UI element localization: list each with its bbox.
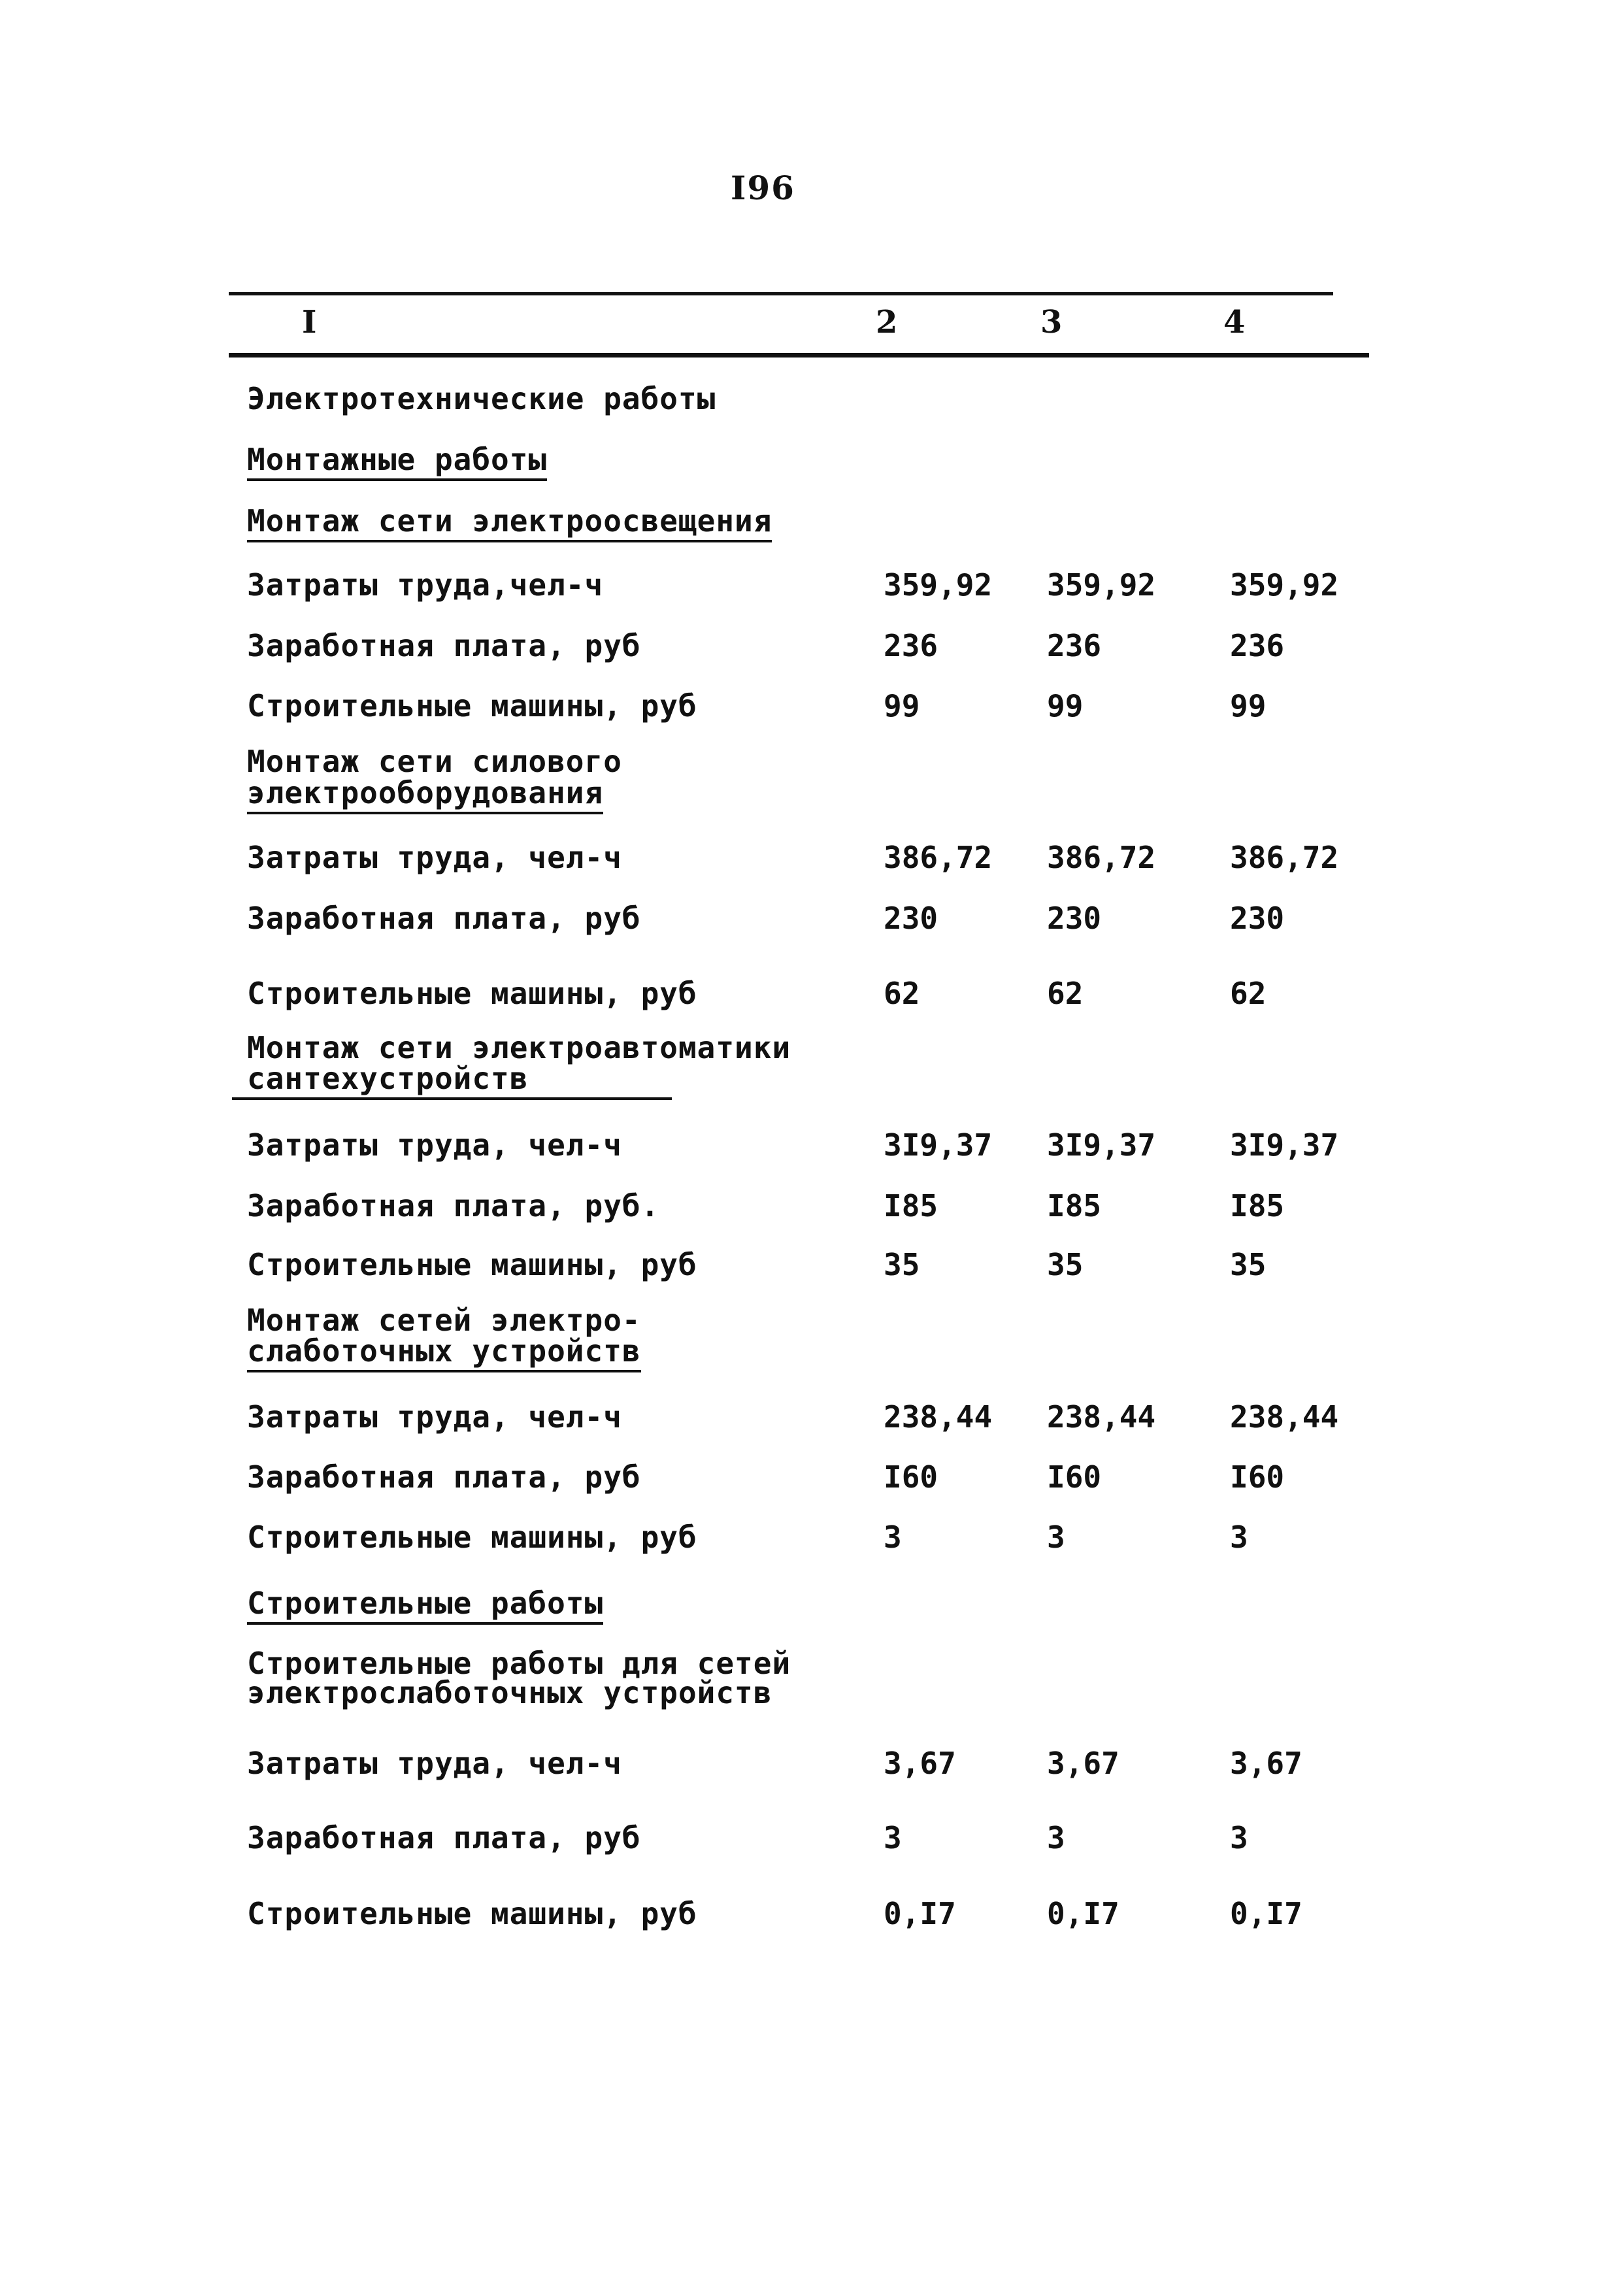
row-label: Затраты труда, чел-ч	[247, 840, 622, 875]
table-row	[0, 899, 1624, 938]
block-title-line2: слаботочных устройств	[247, 1335, 641, 1367]
page-number: I96	[731, 169, 795, 207]
table-row	[0, 565, 1624, 605]
table-row	[0, 1457, 1624, 1497]
block-title: Монтаж сетей электро-	[247, 1303, 641, 1338]
row-value: 3	[1230, 1820, 1248, 1855]
row-label: Строительные машины, руб	[247, 1896, 697, 1931]
row-value: 35	[884, 1247, 920, 1282]
column-header-3: 3	[1040, 304, 1063, 341]
row-value: I85	[884, 1188, 938, 1223]
table-row	[0, 626, 1624, 665]
row-value: 386,72	[1230, 840, 1339, 875]
table-row	[0, 1186, 1624, 1225]
row-value: 3	[1047, 1820, 1065, 1855]
row-value: 3,67	[1230, 1746, 1302, 1781]
row-value: 3,67	[884, 1746, 956, 1781]
block-title: Монтаж сети силового	[247, 744, 622, 779]
row-value: 236	[1230, 628, 1285, 663]
group-title-construction: Строительные работы	[247, 1587, 603, 1620]
row-label: Строительные машины, руб	[247, 1247, 697, 1282]
row-label: Строительные машины, руб	[247, 976, 697, 1011]
row-value: 3,67	[1047, 1746, 1119, 1781]
row-value: 3I9,37	[1230, 1127, 1339, 1163]
row-value: 236	[1047, 628, 1102, 663]
row-value: 230	[1230, 901, 1285, 936]
group-title-installation: Монтажные работы	[247, 443, 547, 476]
row-label: Заработная плата, руб	[247, 1820, 641, 1855]
row-value: 386,72	[1047, 840, 1156, 875]
row-value: 62	[1230, 976, 1267, 1011]
row-value: 0,I7	[1230, 1896, 1302, 1931]
row-label: Строительные машины, руб	[247, 1520, 697, 1555]
row-value: 99	[1230, 688, 1267, 723]
row-label: Затраты труда, чел-ч	[247, 1746, 622, 1781]
row-value: 0,I7	[884, 1896, 956, 1931]
table-row	[0, 974, 1624, 1013]
row-value: 62	[1047, 976, 1084, 1011]
row-value: I60	[1047, 1459, 1102, 1495]
row-value: 35	[1230, 1247, 1267, 1282]
row-value: 3	[884, 1820, 902, 1855]
row-value: 238,44	[1047, 1399, 1156, 1435]
row-value: 236	[884, 628, 938, 663]
row-value: 230	[1047, 901, 1102, 936]
table-row	[0, 1894, 1624, 1933]
row-value: 359,92	[1230, 567, 1339, 603]
table-row	[0, 686, 1624, 725]
row-value: 99	[884, 688, 920, 723]
row-value: 359,92	[1047, 567, 1156, 603]
block-title-line2: электрооборудования	[247, 776, 603, 809]
row-value: 35	[1047, 1247, 1084, 1282]
row-value: I85	[1230, 1188, 1285, 1223]
row-value: 386,72	[884, 840, 993, 875]
row-label: Заработная плата, руб	[247, 628, 641, 663]
column-header-2: 2	[876, 304, 898, 341]
row-value: 238,44	[884, 1399, 993, 1435]
table-row	[0, 1818, 1624, 1857]
row-label: Заработная плата, руб	[247, 1459, 641, 1495]
row-value: 3	[884, 1520, 902, 1555]
block-title: Строительные работы для сетей	[247, 1646, 791, 1681]
row-value: I60	[1230, 1459, 1285, 1495]
row-label: Заработная плата, руб.	[247, 1188, 660, 1223]
row-label: Затраты труда, чел-ч	[247, 1127, 622, 1163]
table-row	[0, 1744, 1624, 1783]
row-value: 3	[1047, 1520, 1065, 1555]
table-row	[0, 1397, 1624, 1437]
row-value: 3	[1230, 1520, 1248, 1555]
table-row	[0, 1518, 1624, 1557]
column-header-4: 4	[1223, 304, 1246, 341]
row-value: I85	[1047, 1188, 1102, 1223]
table-row	[0, 1125, 1624, 1165]
row-value: 3I9,37	[1047, 1127, 1156, 1163]
block-title: Монтаж сети электроавтоматики	[247, 1030, 791, 1065]
row-value: 359,92	[884, 567, 993, 603]
block-title: Монтаж сети электроосвещения	[247, 505, 772, 537]
row-value: 62	[884, 976, 920, 1011]
row-label: Затраты труда,чел-ч	[247, 567, 604, 603]
row-value: 230	[884, 901, 938, 936]
table-header-rule	[229, 353, 1369, 357]
row-label: Заработная плата, руб	[247, 901, 641, 936]
row-value: 238,44	[1230, 1399, 1339, 1435]
block-title-line2: электрослаботочных устройств	[247, 1675, 772, 1710]
row-label: Затраты труда, чел-ч	[247, 1399, 622, 1435]
table-top-rule	[229, 292, 1333, 295]
row-value: 0,I7	[1047, 1896, 1119, 1931]
row-label: Строительные машины, руб	[247, 688, 697, 723]
column-header-1: I	[302, 304, 317, 341]
row-value: 3I9,37	[884, 1127, 993, 1163]
row-value: I60	[884, 1459, 938, 1495]
table-row	[0, 1245, 1624, 1284]
block-title-line2: сантехустройств	[232, 1062, 672, 1095]
table-row	[0, 838, 1624, 877]
row-value: 99	[1047, 688, 1084, 723]
section-title: Электротехнические работы	[247, 381, 716, 416]
